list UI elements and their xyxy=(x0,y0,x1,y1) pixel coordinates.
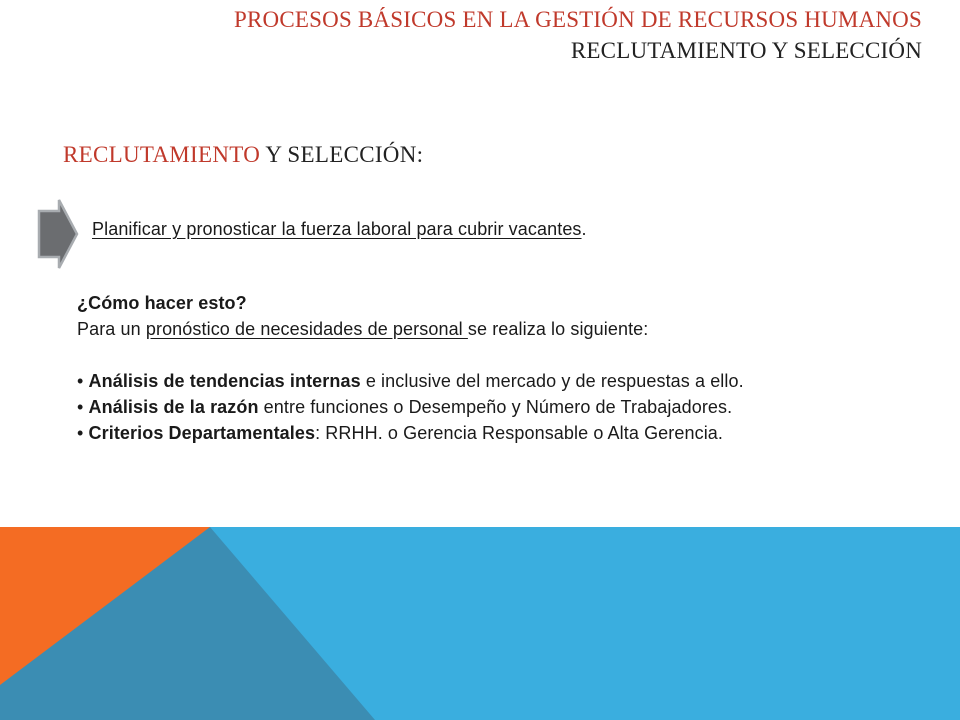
title-line-sub: RECLUTAMIENTO Y SELECCIÓN xyxy=(570,38,922,63)
bullet-bold: Análisis de la razón xyxy=(88,397,259,417)
lead-sentence xyxy=(77,316,857,342)
intro-statement xyxy=(92,219,587,240)
section-heading-highlight: RECLUTAMIENTO xyxy=(63,142,261,167)
bullet-item: • Análisis de tendencias internas e inclusive del mercado y de respuestas a ello. xyxy=(77,371,744,391)
intro-period: . xyxy=(581,219,587,239)
bullet-text: entre funciones o Desempeño y Número de Trabajadores. xyxy=(258,397,733,417)
lead-underlined: pronóstico de necesidades de personal xyxy=(145,319,468,339)
intro-underlined-text: Planificar y pronosticar la fuerza laboral para cubrir vacantes xyxy=(92,219,582,239)
bullet-item: • Criterios Departamentales: RRHH. o Gerencia Responsable o Alta Gerencia. xyxy=(77,423,724,443)
spacer xyxy=(77,342,857,368)
lead-before: Para un xyxy=(77,319,146,339)
bullet-text: : RRHH. o Gerencia Responsable o Alta Gerencia. xyxy=(315,423,724,443)
question-heading: ¿Cómo hacer esto? xyxy=(77,293,247,313)
body-text xyxy=(77,290,857,446)
bullet-text: e inclusive del mercado y de respuestas a ello. xyxy=(360,371,744,391)
lead-after: se realiza lo siguiente: xyxy=(467,319,649,339)
bullet-bold: Criterios Departamentales xyxy=(88,423,316,443)
title-line-main: PROCESOS BÁSICOS EN LA GESTIÓN DE RECURSOS HUMANOS xyxy=(234,7,922,32)
section-heading xyxy=(63,142,423,168)
bullet-bold: Análisis de tendencias internas xyxy=(88,371,361,391)
bullet-item: • Análisis de la razón entre funciones o Desempeño y Número de Trabajadores. xyxy=(77,397,733,417)
section-heading-rest: Y SELECCIÓN: xyxy=(260,142,424,167)
slide-title xyxy=(234,4,922,66)
arrow-right-icon xyxy=(37,198,79,270)
